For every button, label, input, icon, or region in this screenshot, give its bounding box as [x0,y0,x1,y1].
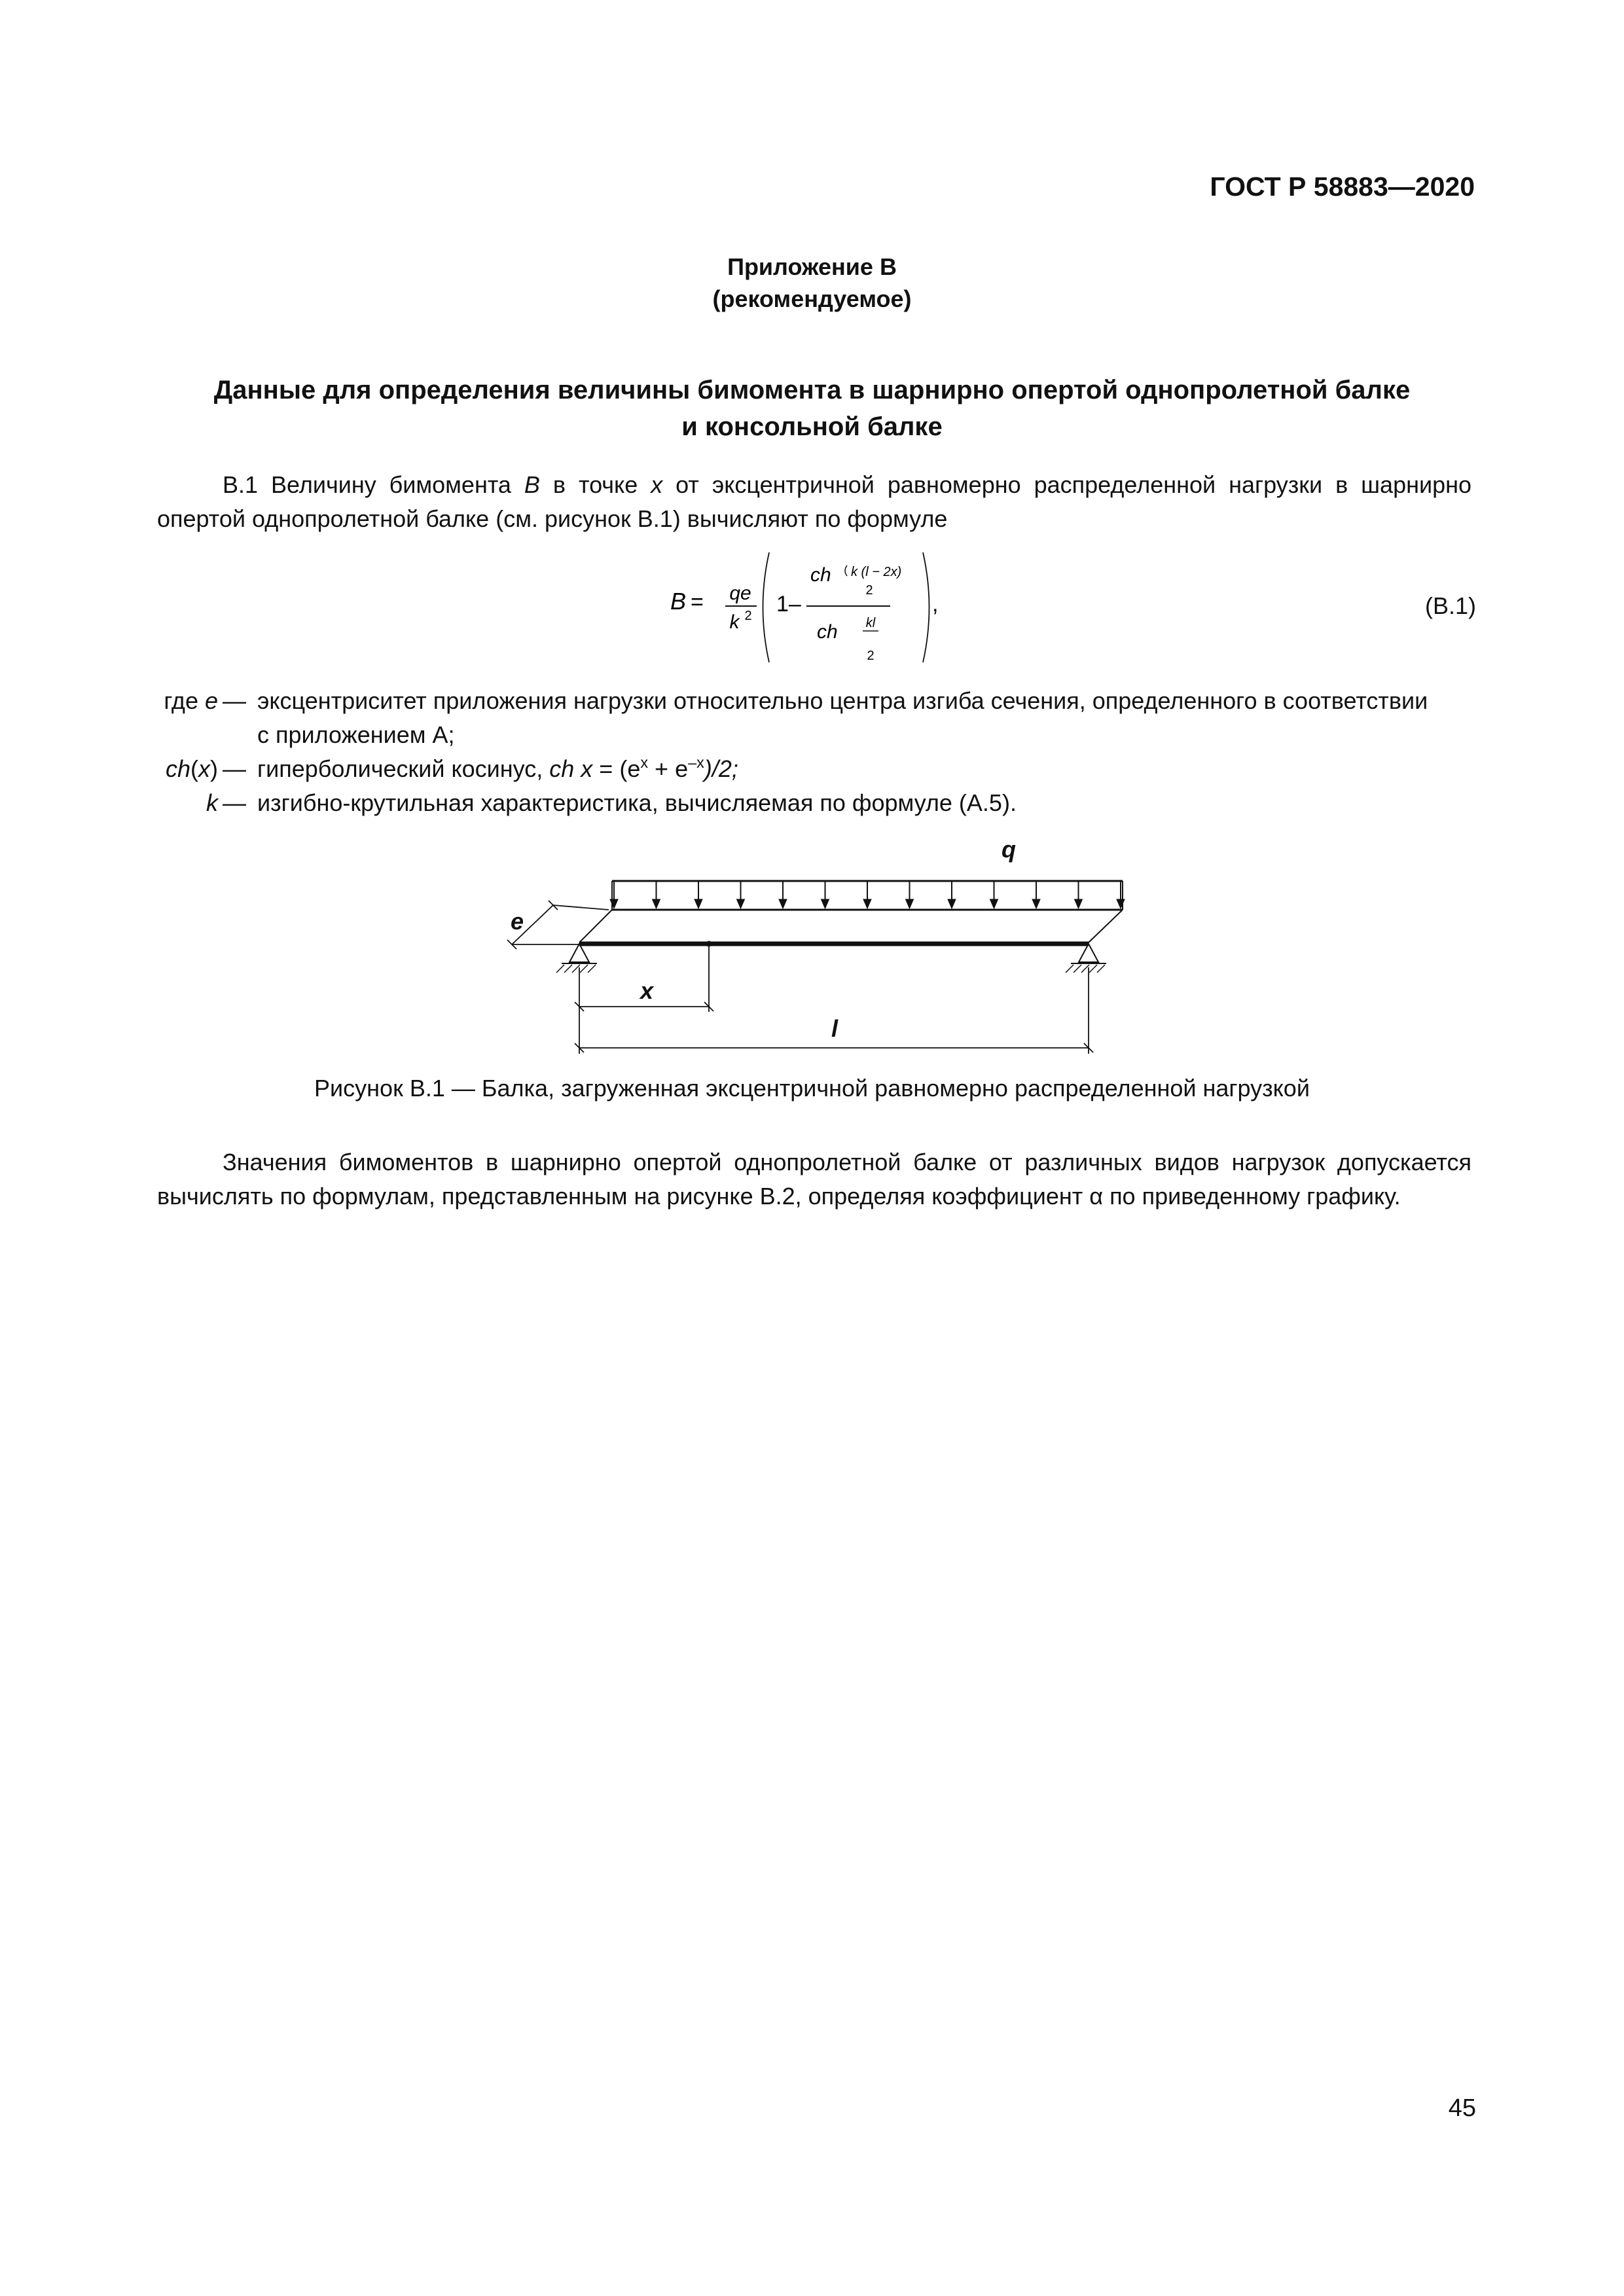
span-label-l: l [831,1015,839,1042]
load-arrow-head [737,899,745,908]
definition-ch-desc: гиперболический косинус, [257,755,550,782]
load-left-diagonal [579,910,612,942]
definition-e-prefix: где [164,687,205,714]
definition-k-text: изгибно-крутильная характеристика, вычисляемая по формуле (А.5). [257,789,1017,816]
ecc-label-e: e [511,908,524,935]
formula-comma: , [932,592,939,617]
formula-b1 [655,543,982,674]
p1-text-1: В.1 Величину бимомента [223,471,524,498]
load-arrows [610,881,1125,908]
left-support-triangle [569,944,589,962]
load-arrow-head [695,899,702,908]
standard-header: ГОСТ Р 58883—2020 [1210,171,1475,202]
definition-e-text: эксцентриситет приложения нагрузки относительно центра изгиба сечения, определенного в соответствии [257,687,1428,714]
definition-e-label [164,684,218,718]
definition-e-text-2: с приложением А; [257,721,455,748]
definition-e-symbol: e [204,687,218,714]
formula-lhs: B [670,588,686,615]
load-arrow-head [610,899,618,908]
formula-right-paren [923,552,929,662]
section-title [0,372,1624,445]
definition-k-symbol: k [206,789,218,816]
formula-number: (В.1) [1424,592,1476,619]
definition-ch-formula-c: x [640,753,649,771]
load-arrow-head [1032,899,1040,908]
definition-ch-fn: ch [165,755,190,782]
formula-num2-div: 2 [865,583,873,598]
formula-num2-fn: ch [810,564,831,586]
page-number: 45 [1448,2094,1476,2122]
formula-den1-exp: 2 [744,609,752,623]
formula-num2-arg: k (l − 2x) [851,565,902,579]
load-arrow-head [948,899,956,908]
formula-num2-paren-left [845,565,847,576]
definition-ch-paren-open: ( [190,755,198,782]
load-arrow-head [821,899,829,908]
figure-b1 [0,818,1624,1067]
annex-title: Приложение В [727,253,897,280]
load-arrow-head [906,899,914,908]
load-arrow-head [863,899,871,908]
ecc-dim-top [553,905,609,910]
definition-ch-formula-b: = (e [592,755,641,782]
formula-equals: = [691,590,704,615]
load-arrow-head [653,899,660,908]
formula-num1: qe [729,583,751,604]
definition-ch-formula-a: ch x [549,755,593,782]
load-arrow-head [1075,899,1083,908]
definition-e-cont [0,718,1624,752]
paragraph-b1 [157,468,1471,536]
left-support-hatch [556,965,596,973]
figure-caption: Рисунок В.1 — Балка, загруженная эксцентричной равномерно распределенной нагрузкой [314,1075,1310,1102]
load-arrow-head [779,899,787,908]
definition-e-dash: — [223,687,246,714]
formula-den1-base: k [729,611,740,633]
definition-e [0,684,1624,718]
formula-den2-fn: ch [817,621,838,643]
x-label: x [640,977,654,1004]
definition-ch-paren-close: ) [210,755,218,782]
load-label-q: q [1001,836,1016,863]
load-arrow-head [1117,899,1125,908]
x-point-marker [706,941,712,946]
definition-ch [0,752,1624,786]
p1-var-b: B [524,471,540,498]
formula-den2-div: 2 [867,649,875,663]
right-support-triangle [1079,944,1098,962]
p1-text-2: в точке [539,471,651,498]
p1-var-x: x [651,471,663,498]
load-right-diagonal [1089,910,1123,942]
definition-ch-formula-d: + e [648,755,689,782]
formula-left-paren [763,552,770,662]
formula-den2-arg: kl [865,616,876,630]
definition-ch-dash: — [223,755,246,782]
formula-one-minus: 1– [776,592,801,617]
definition-k-dash: — [223,789,246,816]
definition-ch-formula-f: )/2; [704,755,738,782]
definition-ch-text [257,752,1471,786]
annex-status: (рекомендуемое) [712,285,912,312]
section-title-line1: Данные для определения величины бимомента в шарнирно опертой однопролетной балке [213,376,1411,404]
definition-k [0,786,1624,820]
definition-ch-formula-e: –x [688,753,704,771]
paragraph-2: Значения бимоментов в шарнирно опертой однопролетной балке от различных видов нагрузок допускается вычислять по формулам, представленным на рисунке В.2, определяя коэффициент α по приведенному графику. [157,1149,1471,1210]
p1-text-3: от эксцентричной равномерно распределенной нагрузки в шарнирно опертой однопролетной балке (см. рисунок В.1) вычисляют по формуле [157,471,1472,532]
definition-ch-label [166,752,218,786]
right-support-hatch [1066,965,1105,973]
definition-ch-arg: x [198,755,210,782]
load-arrow-head [990,899,998,908]
section-title-line2: и консольной балке [681,412,943,441]
annex-heading [0,251,1624,315]
